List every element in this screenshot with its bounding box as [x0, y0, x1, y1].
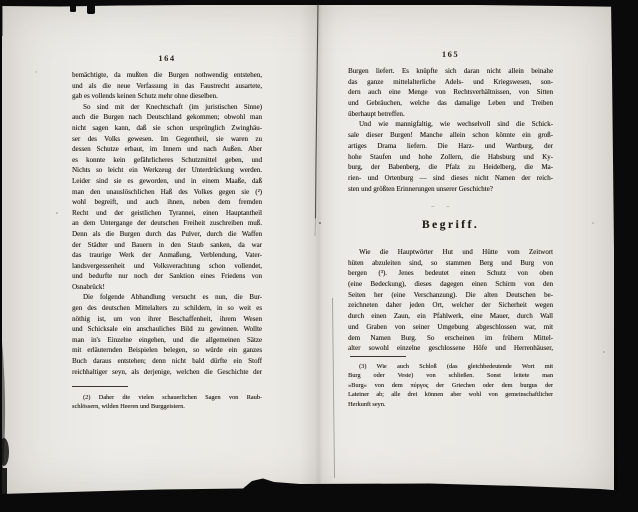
text-line: und Graben von seiner Umgebung abgeschlossen war, mit: [348, 322, 553, 331]
left-page-footnote: [72, 393, 262, 412]
text-line: nicht sagen kann, daß sie schon ursprünglich Zwinghäu-: [72, 123, 262, 132]
text-line: Wie die Hauptwörter Hut und Hütte vom Zeitwort: [359, 248, 553, 256]
text-line: man in's Einzelne eingehen, und die allgemeinen Sätze: [72, 335, 262, 344]
text-line: landsvergessenheit und Volksverachtung schon vollendet,: [72, 261, 262, 270]
text-line: nöthig ist, um von ihrer Beschaffenheit, ihrem Wesen: [72, 314, 262, 323]
text-line: das traurige Werk der Anmaßung, Verblendung, Vater-: [72, 251, 262, 260]
right-page-top-text: [348, 66, 553, 194]
text-line: (eine Bedeckung), dieses dagegen einen Schirm von den: [348, 280, 553, 289]
text-line: es konnte kein gefährlicheres Schutzmittel geben, und: [72, 155, 262, 164]
text-line: gen des deutschen Mittelalters zu schildern, in so weit es: [72, 304, 262, 313]
book-gutter-shade: [300, 5, 336, 495]
text-line: und bedurfte nur noch der Sanktion eines Friedens von: [72, 272, 262, 281]
text-line: bemächtigte, da mußten die Burgen nothwendig entstehen,: [72, 71, 262, 79]
text-line: und Gebräuchen, welche das damalige Leben und Treiben: [348, 99, 553, 108]
text-line: Leider sind sie es geworden, und in einem Maaße, daß: [72, 176, 262, 185]
text-line: mit erläuternden Beispielen belegen, so würde ein ganzes: [72, 346, 262, 355]
footnote-rule: [350, 356, 406, 357]
left-page-body-text: [72, 70, 262, 377]
text-line: (3) Wie auch Schloß (das gleichbedeutende Wort mit: [359, 363, 553, 370]
text-line: artiges Drama liefern. Die Harz- und Wartburg, der: [348, 141, 553, 150]
right-page-main-text: [348, 247, 553, 354]
text-line: Herkunft seyn.: [348, 400, 386, 408]
page-number-left: 164: [158, 53, 176, 63]
text-line: überhaupt betreffen.: [348, 109, 405, 118]
text-line: das ganze mittelalterliche Adels- und Kriegswesen, son-: [348, 77, 553, 86]
text-line: burg, der Babenberg, die Pfalz zu Heidelberg, die Ma-: [348, 163, 553, 172]
text-line: dem Namen Burg. So erscheinen im frühern Mittel-: [348, 333, 553, 342]
text-line: hüten abzuleiten sind, so stammen Berg und Burg von: [348, 258, 553, 267]
right-page-footnote: [348, 362, 553, 409]
text-line: Seiten her (eine Verschanzung). Die alten Deutschen be-: [348, 290, 553, 299]
text-line: (2) Daher die vielen schauerlichen Sagen von Raub-: [83, 394, 262, 401]
text-line: Burgen liefert. Es knüpfte sich daran nicht allein beinahe: [348, 67, 553, 75]
text-line: Recht und der geistlichen Tyrannei, einen Hauptantheil: [72, 208, 262, 217]
text-line: Buch daraus entstehen; denn nicht bald dürfte ein Stoff: [72, 357, 262, 366]
text-line: Die folgende Abhandlung versucht es nun, die Bur-: [83, 293, 262, 302]
footnote-rule: [72, 386, 128, 387]
text-line: sale dieser Burgen! Manche allein schon könnte ein groß-: [348, 131, 553, 140]
text-line: alter sowohl einzelne geschlossene Höfe und Herrenhäuser,: [348, 344, 553, 353]
text-line: »Burg« von dem πύργος der Griechen oder dem burgus der: [348, 381, 553, 389]
text-line: an dem Untergange der deutschen Freiheit zuschreiben muß.: [72, 219, 262, 228]
text-line: bergen (³). Jenes bedeutet einen Schutz von oben: [348, 269, 553, 278]
text-line: Osnabrück!: [72, 282, 105, 291]
text-line: und Schicksale ein anschauliches Bild zu gewinnen. Wollte: [72, 325, 262, 334]
text-line: der Städter und Bauern in den Staub sanken, da war: [72, 240, 262, 249]
text-line: reichhaltiger seyn, als derjenige, welchen die Geschichte der: [72, 367, 262, 376]
text-line: ser des Volks gewesen. Im Gegentheil, sie waren zu: [72, 134, 262, 143]
page-number-right: 165: [441, 49, 460, 59]
scanned-page-right: [348, 46, 553, 426]
text-line: zeichneten daher jeden Ort, welcher der Sicherheit wegen: [348, 301, 553, 310]
text-line: und als die neue Verfassung in das Faustrecht ausartete,: [72, 81, 262, 90]
text-line: wohl begreift, und auch ihnen, neben dem fremden: [72, 198, 262, 207]
text-line: Lateiner ab; alle drei können aber wohl von gemeinschaftlicher: [348, 391, 553, 399]
text-line: gab es vollends keinen Schutz mehr ohne dieselben.: [72, 92, 218, 101]
text-line: Und wie mannigfaltig, wie wechselvoll sind die Schick-: [359, 120, 553, 129]
text-line: Burg oder Veste) von schließen. Sonst leitete man: [348, 372, 553, 380]
text-line: Nichts so leicht ein Werkzeug der Unterdrückung werden.: [72, 166, 262, 175]
text-line: rien- und Ortenburg — sind dieses nicht Namen der reich-: [348, 173, 553, 182]
text-line: sten und größten Erinnerungen unserer Geschichte?: [348, 184, 493, 193]
text-line: hohe Staufen und hohe Zollern, die Habsburg und Ky-: [348, 152, 553, 161]
text-line: dessen Schutze erbaut, im Innern und nach Außen. Aber: [72, 145, 262, 154]
text-line: So sind mit der Knechtschaft (im juristischen Sinne): [83, 102, 262, 111]
text-line: Denn als die Burgen durch das Pulver, durch die Waffen: [72, 229, 262, 238]
text-line: man den unauslöschlichen Haß des Volkes gegen sie (²): [72, 187, 262, 196]
section-heading: Begriff.: [421, 219, 480, 231]
scanned-page-left: [72, 50, 262, 425]
text-line: schlössern, wilden Heeren und Burggeistern.: [72, 403, 185, 411]
text-line: auch die Burgen nach Deutschland gekommen; obwohl man: [72, 113, 262, 122]
text-line: durch einen Zaun, ein Pfahlwerk, eine Mauer, durch Wall: [348, 312, 553, 321]
text-line: dern auch eine Menge von Rechtsverhältnissen, von Sitten: [348, 88, 553, 97]
section-separator: – –: [431, 202, 455, 210]
